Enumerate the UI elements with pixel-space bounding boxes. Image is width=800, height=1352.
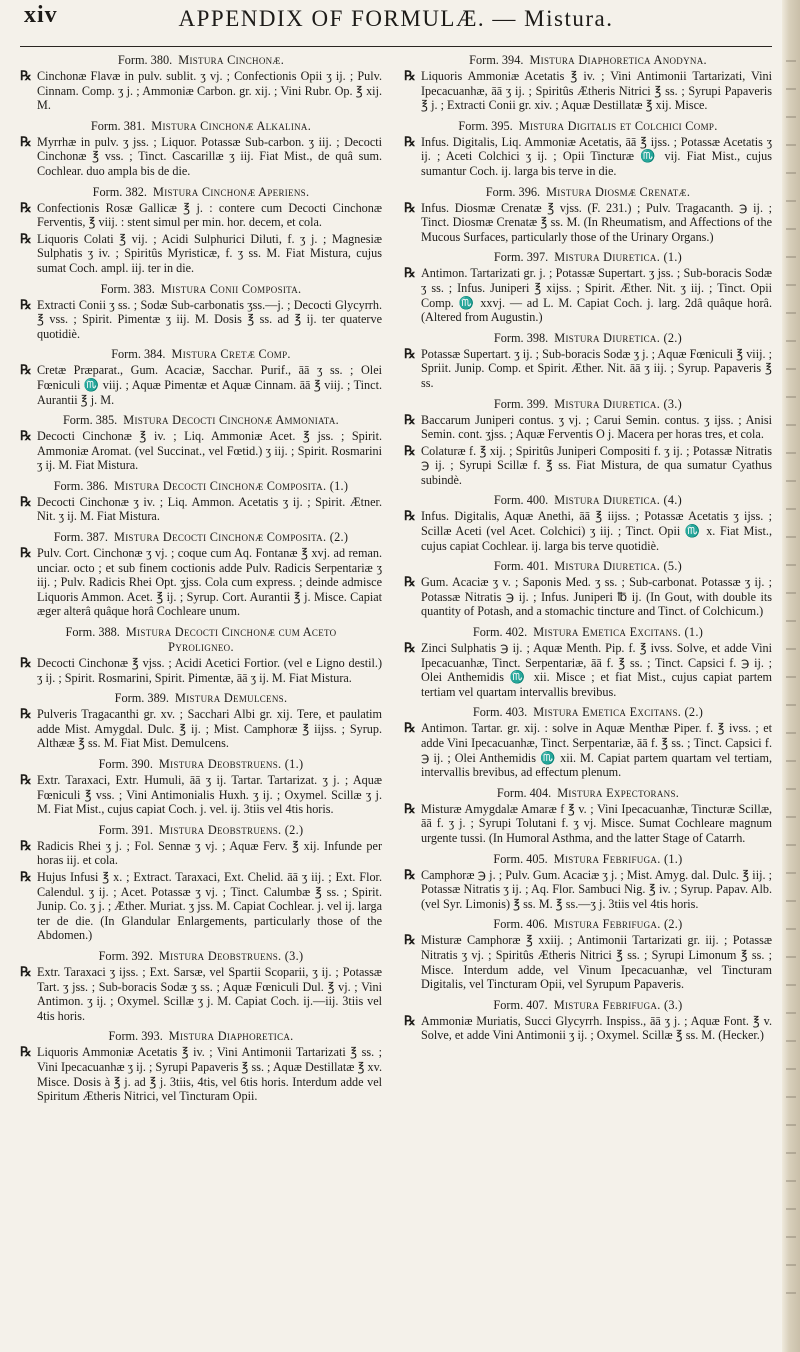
recipe-symbol-icon: ℞ bbox=[20, 837, 32, 853]
recipe-text: Antimon. Tartar. gr. xij. : solve in Aquæ Menthæ Piper. f. ℥ ivss. ; et adde Vini Ipecacuanhæ, Tinct. Serpentariæ, āā f. ℥ ss. ; Tinct. Capsici f. ℈ ij. ; Olei Anthemidis ♏ xii. M. Capiat partem quartam vel tertiam, intervallis brevibus, ad effectum plenum. bbox=[421, 721, 772, 780]
formula-title bbox=[404, 53, 772, 68]
recipe-paragraph bbox=[404, 575, 772, 619]
recipe-paragraph bbox=[20, 135, 382, 179]
recipe-symbol-icon: ℞ bbox=[404, 345, 416, 361]
recipe-paragraph bbox=[20, 656, 382, 685]
formula-number: Form. 391. bbox=[98, 822, 153, 837]
formula-name: Mistura Emetica Excitans. (2.) bbox=[533, 705, 704, 720]
formula-entry bbox=[20, 1029, 382, 1103]
formula-name: Mistura Diuretica. (2.) bbox=[554, 330, 683, 345]
recipe-text: Liquoris Colati ℥ vij. ; Acidi Sulphurici Diluti, f. ʒ j. ; Magnesiæ Sulphatis ʒ iv. ; Spiritûs Myristicæ, f. ʒ ss. M. Fiat Mistura, cujus sumat Coch. ampl. iij. ter in die. bbox=[37, 231, 382, 275]
formula-entry bbox=[20, 119, 382, 179]
formula-entry bbox=[404, 559, 772, 619]
formula-title bbox=[20, 625, 382, 655]
recipe-text: Misturæ Amygdalæ Amaræ f ℥ v. ; Vini Ipecacuanhæ, Tincturæ Scillæ, āā f. ʒ j. ; Syrupi Tolutani f. ʒ vj. Misce. Sumat Cochleare magnum urgente tussi. (In Humoral Asthma, and the latter Stage of Catarrh. bbox=[421, 801, 772, 845]
recipe-symbol-icon: ℞ bbox=[404, 68, 416, 83]
recipe-paragraph bbox=[20, 546, 382, 619]
recipe-paragraph bbox=[20, 839, 382, 868]
formula-name: Mistura Emetica Excitans. (1.) bbox=[533, 625, 704, 640]
recipe-paragraph bbox=[20, 495, 382, 524]
recipe-text: Pulveris Tragacanthi gr. xv. ; Sacchari Albi gr. xij. Tere, et paulatim adde Mist. Amygdal. Dulc. ℥ ij. ; Mist. Camphoræ ℥ iijss. ; Syrup. Althææ ℥ ss. M. Fiat Mist. Demulcens. bbox=[37, 707, 382, 751]
formula-entry bbox=[20, 691, 382, 751]
page-header bbox=[20, 0, 772, 47]
formula-name: Mistura Diosmæ Crenatæ. bbox=[546, 184, 691, 199]
formula-title bbox=[404, 185, 772, 200]
formula-entry bbox=[20, 479, 382, 524]
formula-title bbox=[404, 119, 772, 134]
formula-number: Form. 388. bbox=[65, 625, 120, 640]
recipe-paragraph bbox=[404, 721, 772, 779]
formula-number: Form. 396. bbox=[485, 184, 541, 199]
recipe-symbol-icon: ℞ bbox=[404, 133, 416, 149]
formula-name: Mistura Febrifuga. (1.) bbox=[553, 851, 683, 866]
recipe-symbol-icon: ℞ bbox=[404, 866, 416, 882]
recipe-paragraph bbox=[20, 773, 382, 817]
recipe-text: Hujus Infusi ℥ x. ; Extract. Taraxaci, Ext. Chelid. āā ʒ iij. ; Ext. Flor. Calendul. ʒ ij. ; Acet. Potassæ ʒ vj. ; Tinct. Calumbæ ℥ ss. ; Spirit. Junip. Co. ʒ j. ; Æther. Muriat. ʒ jss. M. Capiat Cochlear. j. vel ij. larga ter de die. (In Glandular Enlargements, particularly those of the Abdomen.) bbox=[37, 869, 382, 943]
formula-entry bbox=[404, 917, 772, 991]
formula-columns bbox=[20, 53, 772, 1110]
formula-title bbox=[20, 691, 382, 706]
recipe-text: Extr. Taraxaci, Extr. Humuli, āā ʒ ij. Tartar. Tartarizat. ʒ j. ; Aquæ Fœniculi ℥ vss. ; Vini Antimonialis Huxh. ʒ ij. ; Oxymel. Scillæ ʒ j. M. Fiat Mist., cujus capiat Coch. j. vel. ij. 3tiis vel 4tis horis. bbox=[37, 773, 382, 817]
formula-entry bbox=[20, 625, 382, 685]
recipe-symbol-icon: ℞ bbox=[20, 1044, 32, 1060]
recipe-paragraph bbox=[404, 347, 772, 391]
recipe-text: Liquoris Ammoniæ Acetatis ℥ iv. ; Vini Antimonii Tartarizati, Vini Ipecacuanhæ, āā ʒ ij. ; Spiritûs Ætheris Nitrici ℥ ss. ; Syrupi Papaveris ℥ j. ; Extracti Conii gr. xiv. ; Aquæ Destillatæ ℥ xij. Misce. bbox=[421, 69, 772, 113]
formula-title bbox=[404, 852, 772, 867]
recipe-text: Confectionis Rosæ Gallicæ ℥ j. : contere cum Decocti Cinchonæ Ferventis, ℥ viij. : stent simul per min. hor. decem, et cola. bbox=[37, 200, 382, 230]
formula-entry bbox=[20, 347, 382, 407]
recipe-text: Infus. Diosmæ Crenatæ ℥ vjss. (F. 231.) ; Pulv. Tragacanth. ℈ ij. ; Tinct. Diosmæ Crenatæ ℥ ss. M. (In Rheumatism, and Affections of the Mucous Surfaces, particularly those of the Urinary Organs.) bbox=[421, 200, 772, 244]
formula-number: Form. 405. bbox=[493, 851, 548, 866]
formula-number: Form. 393. bbox=[108, 1029, 163, 1044]
recipe-text: Decocti Cinchonæ ℥ vjss. ; Acidi Acetici Fortior. (vel e Ligno destil.) ʒ ij. ; Spirit. Rosmarini, Spirit. Pimentæ, āā ʒ ij. M. Fiat Mistura. bbox=[37, 656, 382, 685]
formula-entry bbox=[404, 705, 772, 779]
recipe-symbol-icon: ℞ bbox=[404, 1012, 416, 1028]
recipe-text: Baccarum Juniperi contus. ʒ vj. ; Carui Semin. contus. ʒ ijss. ; Anisi Semin. cont. ʒjss. ; Aquæ Ferventis O j. Macera per horas tres, et cola. bbox=[421, 412, 772, 442]
recipe-text: Gum. Acaciæ ʒ v. ; Saponis Med. ʒ ss. ; Sub-carbonat. Potassæ ʒ ij. ; Potassæ Nitratis ℈ ij. ; Infus. Juniperi ℔ ij. (In Gout, with double its quantity of Potash, and a stomachic tincture and Tinct. of Colchicum.) bbox=[421, 575, 772, 619]
recipe-symbol-icon: ℞ bbox=[404, 574, 416, 590]
formula-entry bbox=[404, 493, 772, 553]
recipe-symbol-icon: ℞ bbox=[20, 428, 32, 444]
formula-title bbox=[404, 917, 772, 932]
left-column bbox=[20, 53, 382, 1110]
recipe-paragraph bbox=[404, 1014, 772, 1043]
formula-name: Mistura Expectorans. bbox=[557, 785, 680, 800]
formula-entry bbox=[404, 397, 772, 488]
recipe-text: Liquoris Ammoniæ Acetatis ℥ iv. ; Vini Antimonii Tartarizati ℥ ss. ; Vini Ipecacuanhæ ʒ ij. ; Syrupi Papaveris ℥ ss. ; Aquæ Destillatæ ℥ xv. Misce. Dosis à ℥ j. ad ℥ j. 3tiis, 4tis, vel 6tis horis. Interdum adde vel Spiritum Ætheris Nitrici, vel Tincturam Opii. bbox=[37, 1045, 382, 1104]
recipe-text: Potassæ Supertart. ʒ ij. ; Sub-boracis Sodæ ʒ j. ; Aquæ Fœniculi ℥ viij. ; Spriit. Junip. Comp. et Spirit. Æther. Nit. āā ʒ iij. ; Syrup. Papaveris ℥ ss. bbox=[421, 346, 772, 390]
formula-title bbox=[20, 185, 382, 200]
formula-entry bbox=[20, 413, 382, 473]
recipe-text: Colaturæ f. ℥ xij. ; Spiritûs Juniperi Compositi f. ʒ ij. ; Potassæ Nitratis ℈ ij. ; Syrupi Scillæ f. ℥ ss. Fiat Mistura, de qua sumatur Cyathus subindè. bbox=[421, 443, 772, 487]
recipe-paragraph bbox=[20, 1045, 382, 1103]
recipe-text: Zinci Sulphatis ℈ ij. ; Aquæ Menth. Pip. f. ℥ ivss. Solve, et adde Vini Ipecacuanhæ, Tinct. Serpentariæ, āā f. ℥ ss. ; Tinct. Capsici f. ℈ ij. ; Olei Anthemidis ♏ xii. Misce ; et fiat Mist., cujus capiat partem tertiam vel quartam intervallis brevibus. bbox=[421, 641, 772, 699]
formula-name-continued: Pyroligneo. bbox=[168, 640, 234, 655]
recipe-paragraph bbox=[20, 870, 382, 943]
recipe-paragraph bbox=[20, 298, 382, 342]
recipe-paragraph bbox=[404, 933, 772, 991]
recipe-symbol-icon: ℞ bbox=[20, 68, 32, 83]
formula-name: Mistura Diuretica. (1.) bbox=[554, 250, 683, 265]
recipe-paragraph bbox=[20, 965, 382, 1023]
formula-entry bbox=[404, 53, 772, 113]
formula-title bbox=[404, 625, 772, 640]
formula-title bbox=[20, 347, 382, 362]
recipe-symbol-icon: ℞ bbox=[20, 362, 32, 378]
recipe-text: Pulv. Cort. Cinchonæ ʒ vj. ; coque cum Aq. Fontanæ ℥ xvj. ad reman. unciar. octo ; et sub finem coctionis adde Pulv. Radicis Serpentariæ ʒ iij. ; Pulv. Radicis Rhei Opt. ʒjss. Cola cum express. ; deinde admisce Liquoris Ammon. Acet. ℥ ij. ; Syrup. Cort. Aurantii ℥ j. Misce. Capiat æger alterâ quâque horâ Cochleare unum. bbox=[37, 546, 382, 619]
formula-number: Form. 402. bbox=[472, 625, 528, 640]
formula-number: Form. 407. bbox=[493, 997, 548, 1012]
formula-name: Mistura Decocti Cinchonæ cum Aceto bbox=[125, 625, 337, 640]
recipe-symbol-icon: ℞ bbox=[20, 199, 32, 215]
recipe-text: Antimon. Tartarizati gr. j. ; Potassæ Supertart. ʒ jss. ; Sub-boracis Sodæ ʒ ss. ; Infus. Juniperi ℥ xijss. ; Spirit. Æther. Nit. ʒ iij. ; Tinct. Opii Comp. ♏ xxvj. — ad L. M. Capiat Coch. j. larg. 2dâ quâque horâ. (Altered from Augustin.) bbox=[421, 266, 772, 325]
formula-entry bbox=[20, 757, 382, 817]
formula-name: Mistura Decocti Cinchonæ Composita. (1.) bbox=[114, 478, 349, 493]
recipe-paragraph bbox=[404, 641, 772, 699]
recipe-symbol-icon: ℞ bbox=[404, 199, 416, 215]
formula-entry bbox=[404, 998, 772, 1043]
recipe-paragraph bbox=[404, 266, 772, 324]
formula-number: Form. 380. bbox=[117, 53, 173, 67]
formula-name: Mistura Deobstruens. (1.) bbox=[158, 757, 304, 771]
formula-title bbox=[20, 53, 382, 68]
page-edge-marks bbox=[786, 60, 796, 1320]
formula-title bbox=[20, 413, 382, 428]
page-number: xiv bbox=[24, 2, 58, 28]
formula-number: Form. 395. bbox=[458, 118, 513, 133]
formula-entry bbox=[404, 852, 772, 912]
formula-name: Mistura Decocti Cinchonæ Ammoniata. bbox=[123, 413, 340, 428]
page-edge-shadow bbox=[782, 0, 800, 1352]
recipe-symbol-icon: ℞ bbox=[404, 442, 416, 458]
formula-title bbox=[20, 530, 382, 545]
recipe-text: Misturæ Camphoræ ℥ xxiij. ; Antimonii Tartarizati gr. iij. ; Potassæ Nitratis ʒ vj. ; Spiritûs Ætheris Nitrici ℥ ss. ; Syrupi Limonum ℥ ss. ; Misce. Interdum adde, vel Vinum Ipecacuanhæ, vel Tincturam Digitalis, vel Tincturam Opii, vel Syrupum Papaveris. bbox=[421, 933, 772, 992]
recipe-text: Cinchonæ Flavæ in pulv. sublit. ʒ vj. ; Confectionis Opii ʒ ij. ; Pulv. Cinnam. Comp. ʒ j. ; Ammoniæ Carbon. gr. xij. ; Vini Rubr. Op. ℥ xij. M. bbox=[37, 69, 382, 113]
formula-title bbox=[404, 331, 772, 346]
formula-title bbox=[20, 1029, 382, 1044]
right-column bbox=[404, 53, 772, 1110]
formula-name: Mistura Deobstruens. (3.) bbox=[158, 948, 304, 963]
formula-title bbox=[404, 998, 772, 1013]
formula-number: Form. 398. bbox=[493, 330, 549, 345]
formula-name: Mistura Conii Composita. bbox=[160, 281, 302, 296]
formula-entry bbox=[404, 331, 772, 391]
formula-title bbox=[404, 559, 772, 574]
recipe-text: Cretæ Præparat., Gum. Acaciæ, Sacchar. Purif., āā ʒ ss. ; Olei Fœniculi ♏ viij. ; Aquæ Pimentæ et Aquæ Cinnam. āā ℥ viij. ; Tinct. Aurantii ℥ j. M. bbox=[37, 363, 382, 407]
formula-title bbox=[20, 282, 382, 297]
formula-entry bbox=[20, 530, 382, 619]
formula-name: Mistura Cretæ Comp. bbox=[171, 347, 291, 362]
formula-title bbox=[404, 705, 772, 720]
recipe-paragraph bbox=[404, 509, 772, 553]
recipe-symbol-icon: ℞ bbox=[404, 720, 416, 736]
formula-name: Mistura Demulcens. bbox=[174, 691, 288, 706]
formula-number: Form. 389. bbox=[114, 691, 169, 706]
recipe-symbol-icon: ℞ bbox=[20, 545, 32, 561]
formula-name: Mistura Cinchonæ Aperiens. bbox=[152, 184, 310, 199]
formula-number: Form. 381. bbox=[90, 118, 146, 133]
formula-entry bbox=[20, 823, 382, 943]
recipe-symbol-icon: ℞ bbox=[20, 963, 32, 979]
formula-entry bbox=[404, 185, 772, 245]
formula-title bbox=[404, 250, 772, 265]
recipe-symbol-icon: ℞ bbox=[404, 800, 416, 816]
formula-name: Mistura Decocti Cinchonæ Composita. (2.) bbox=[114, 530, 349, 545]
recipe-symbol-icon: ℞ bbox=[20, 772, 32, 787]
formula-entry bbox=[20, 282, 382, 342]
recipe-paragraph bbox=[404, 69, 772, 113]
recipe-text: Extr. Taraxaci ʒ ijss. ; Ext. Sarsæ, vel Spartii Scoparii, ʒ ij. ; Potassæ Tart. ʒ jss. ; Sub-boracis Sodæ ʒ ss. ; Aquæ Fœniculi Dul. ℥ vj. ; Vini Antimon. ʒ ij. ; Oxymel. Scillæ ʒ j. M. Capiat Coch. ij.—iij. 3tiis vel 4tis horis. bbox=[37, 964, 382, 1023]
recipe-paragraph bbox=[404, 413, 772, 442]
formula-entry bbox=[404, 250, 772, 324]
recipe-paragraph bbox=[20, 707, 382, 751]
recipe-paragraph bbox=[404, 444, 772, 488]
recipe-paragraph bbox=[20, 69, 382, 113]
recipe-symbol-icon: ℞ bbox=[20, 655, 32, 671]
formula-name: Mistura Diuretica. (4.) bbox=[554, 493, 683, 508]
formula-number: Form. 382. bbox=[92, 184, 147, 199]
recipe-paragraph bbox=[404, 201, 772, 245]
running-title: APPENDIX OF FORMULÆ. — Mistura. bbox=[178, 6, 614, 31]
recipe-text: Decocti Cinchonæ ℥ iv. ; Liq. Ammoniæ Acet. ℥ jss. ; Spirit. Ammoniæ Aromat. (vel Succinat., vel Fœtid.) ʒ iij. ; Spirit. Rosmarini ʒ ij. M. Fiat Mistura. bbox=[37, 429, 382, 473]
formula-number: Form. 404. bbox=[496, 785, 552, 800]
recipe-text: Decocti Cinchonæ ʒ iv. ; Liq. Ammon. Acetatis ʒ ij. ; Spirit. Ætner. Nit. ʒ ij. M. Fiat Mistura. bbox=[37, 494, 382, 524]
formula-title bbox=[404, 493, 772, 508]
recipe-symbol-icon: ℞ bbox=[20, 706, 32, 722]
formula-name: Mistura Febrifuga. (3.) bbox=[553, 997, 683, 1012]
recipe-text: Myrrhæ in pulv. ʒ jss. ; Liquor. Potassæ Sub-carbon. ʒ iij. ; Decocti Cinchonæ ℥ vss. ; Tinct. Cascarillæ ʒ iij. Fiat Mist., de quâ sum. Cochlear. duo ampla bis de die. bbox=[37, 134, 382, 178]
formula-number: Form. 399. bbox=[493, 396, 549, 411]
formula-name: Mistura Digitalis et Colchici Comp. bbox=[518, 118, 718, 133]
recipe-paragraph bbox=[404, 135, 772, 179]
recipe-symbol-icon: ℞ bbox=[404, 640, 416, 656]
formula-number: Form. 401. bbox=[493, 559, 549, 574]
formula-number: Form. 397. bbox=[493, 250, 549, 265]
formula-title bbox=[404, 786, 772, 801]
formula-name: Mistura Diuretica. (3.) bbox=[554, 396, 683, 411]
formula-name: Mistura Diaphoretica. bbox=[168, 1029, 294, 1044]
formula-title bbox=[20, 949, 382, 964]
formula-entry bbox=[20, 949, 382, 1023]
recipe-symbol-icon: ℞ bbox=[20, 133, 32, 149]
formula-number: Form. 390. bbox=[98, 757, 153, 771]
formula-number: Form. 386. bbox=[53, 478, 109, 493]
formula-title bbox=[20, 479, 382, 494]
formula-number: Form. 383. bbox=[100, 281, 155, 296]
recipe-text: Radicis Rhei ʒ j. ; Fol. Sennæ ʒ vj. ; Aquæ Ferv. ℥ xij. Infunde per horas iij. et cola. bbox=[37, 838, 382, 868]
recipe-symbol-icon: ℞ bbox=[404, 265, 416, 281]
recipe-text: Camphoræ ℈ j. ; Pulv. Gum. Acaciæ ʒ j. ; Mist. Amyg. dal. Dulc. ℥ iij. ; Potassæ Nitratis ʒ ij. ; Aq. Flor. Sambuci Nig. ℥ iv. ; Syrup. Papav. Alb. (vel Syr. Limonis) ℥ ss. M. ℥ ss.—ʒ j. 3tiis vel 4tis horis. bbox=[421, 867, 772, 911]
formula-number: Form. 392. bbox=[98, 948, 153, 963]
formula-number: Form. 384. bbox=[111, 347, 166, 362]
formula-name: Mistura Cinchonæ Alkalina. bbox=[151, 118, 312, 133]
recipe-text: Ammoniæ Muriatis, Succi Glycyrrh. Inspiss., āā ʒ j. ; Aquæ Font. ℥ v. Solve, et adde Vini Antimonii ʒ ij. ; Oxymel. Scillæ ℥ ss. M. (Hecker.) bbox=[421, 1013, 772, 1043]
formula-number: Form. 385. bbox=[62, 413, 118, 428]
recipe-paragraph bbox=[20, 429, 382, 473]
formula-name: Mistura Diaphoretica Anodyna. bbox=[529, 53, 707, 67]
formula-title bbox=[20, 823, 382, 838]
formula-number: Form. 387. bbox=[53, 530, 109, 545]
formula-number: Form. 406. bbox=[493, 917, 548, 932]
recipe-paragraph bbox=[20, 363, 382, 407]
recipe-symbol-icon: ℞ bbox=[404, 508, 416, 524]
formula-entry bbox=[20, 53, 382, 113]
recipe-paragraph bbox=[404, 868, 772, 912]
formula-entry bbox=[20, 185, 382, 276]
formula-entry bbox=[404, 119, 772, 179]
formula-entry bbox=[404, 625, 772, 699]
recipe-symbol-icon: ℞ bbox=[20, 493, 32, 509]
formula-name: Mistura Diuretica. (5.) bbox=[554, 559, 683, 574]
recipe-symbol-icon: ℞ bbox=[20, 868, 32, 884]
formula-name: Mistura Cinchonæ. bbox=[178, 53, 285, 67]
recipe-symbol-icon: ℞ bbox=[404, 932, 416, 948]
formula-title bbox=[20, 119, 382, 134]
recipe-symbol-icon: ℞ bbox=[20, 230, 32, 246]
formula-name: Mistura Deobstruens. (2.) bbox=[158, 822, 304, 837]
formula-name: Mistura Febrifuga. (2.) bbox=[553, 917, 683, 932]
formula-number: Form. 403. bbox=[472, 705, 528, 720]
recipe-text: Infus. Digitalis, Aquæ Anethi, āā ℥ iijss. ; Potassæ Acetatis ʒ ijss. ; Scillæ Aceti (vel Acet. Colchici) ʒ iij. ; Tinct. Opii ♏ x. Fiat Mist., cujus capiat Cochlear. ij. larga bis terve quotidiè. bbox=[421, 509, 772, 553]
recipe-paragraph bbox=[20, 232, 382, 276]
formula-title bbox=[20, 757, 382, 772]
recipe-text: Extracti Conii ʒ ss. ; Sodæ Sub-carbonatis ʒss.—j. ; Decocti Glycyrrh. ℥ vss. ; Spirit. Pimentæ ʒ iij. M. Dosis ℥ ss. ad ℥ ij. ter quaterve quotidiè. bbox=[37, 297, 382, 341]
formula-entry bbox=[404, 786, 772, 846]
recipe-paragraph bbox=[404, 802, 772, 846]
formula-title bbox=[404, 397, 772, 412]
recipe-symbol-icon: ℞ bbox=[404, 411, 416, 427]
recipe-text: Infus. Digitalis, Liq. Ammoniæ Acetatis, āā ℥ ijss. ; Potassæ Acetatis ʒ ij. ; Aceti Colchici ʒ ij. ; Opii Tincturæ ♏ vij. Fiat Mist., cujus sumantur Coch. ij. larga bis terve in die. bbox=[421, 134, 772, 178]
recipe-symbol-icon: ℞ bbox=[20, 296, 32, 312]
formula-number: Form. 400. bbox=[493, 493, 549, 508]
recipe-paragraph bbox=[20, 201, 382, 230]
formula-number: Form. 394. bbox=[469, 53, 524, 67]
